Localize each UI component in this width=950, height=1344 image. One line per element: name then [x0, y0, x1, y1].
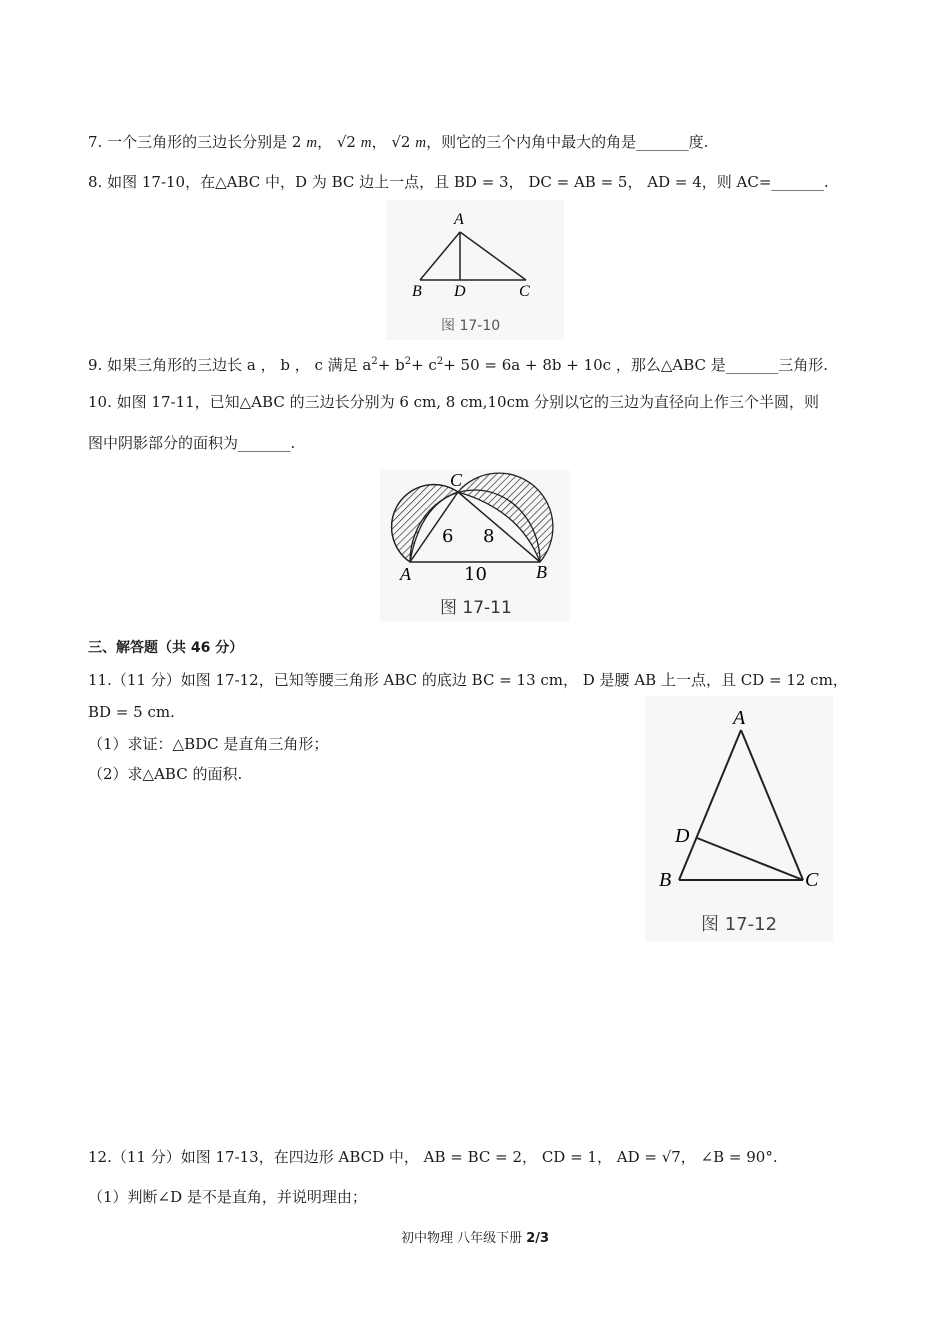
footer-text: 初中物理 八年级下册 [400, 1231, 523, 1246]
question-10-line2 [88, 433, 295, 453]
label-B: B [536, 562, 547, 582]
q10-number: 10. [88, 393, 112, 411]
q8-number: 8. [88, 173, 103, 191]
label-C: C [519, 283, 530, 300]
q9-text-b: + b [377, 356, 405, 374]
label-B: B [412, 283, 422, 300]
label-C: C [450, 470, 463, 490]
q10-text-line2: 图中阴影部分的面积为 [88, 434, 239, 452]
q7-text: 一个三角形的三边长分别是 [107, 133, 288, 151]
figure-17-10-drawing [386, 200, 564, 340]
question-12-sub1: （1）判断∠D 是不是直角，并说明理由； [88, 1188, 367, 1206]
q9-sup: 2 [436, 356, 444, 367]
figure-17-12 [645, 696, 833, 942]
q9-sup: 2 [404, 356, 412, 367]
q9-end: 三角形. [778, 356, 829, 374]
question-11-line2: BD = 5 cm. [88, 703, 175, 721]
q7-side1: 2 [291, 133, 302, 151]
q9-text-c: + c [411, 356, 437, 374]
label-6: 6 [442, 526, 454, 547]
page-number: 2/3 [526, 1231, 550, 1246]
page-footer [0, 1227, 950, 1246]
question-10-line1 [88, 392, 819, 412]
figure-caption: 图 17-12 [701, 914, 778, 935]
q7-text-b: ，则它的三个内角中最大的角是 [426, 133, 637, 151]
label-A: A [454, 211, 464, 228]
q9-text-a: 如果三角形的三边长 a ， b ， c 满足 a [107, 356, 372, 374]
q7-blank: _______ [636, 133, 689, 151]
q7-side2: √2 [336, 133, 356, 151]
q8-end: . [823, 173, 829, 191]
label-8: 8 [483, 526, 495, 547]
q9-text-d: + 50 = 6a + 8b + 10c ，那么△ABC 是 [443, 356, 726, 374]
q9-sup: 2 [371, 356, 378, 367]
label-D: D [675, 825, 690, 847]
q7-unit-m: m [306, 135, 318, 151]
q10-text-line1: 如图 17-11，已知△ABC 的三边长分别为 6 cm, 8 cm,10cm 分别以它的三边为直径向上作三个半圆，则 [116, 393, 819, 411]
question-12-line1: 12.（11 分）如图 17-13，在四边形 ABCD 中， AB = BC = 2， CD = 1， AD = √7， ∠B = 90°. [88, 1148, 778, 1166]
q7-side3: √2 [391, 133, 411, 151]
question-11-sub1: （1）求证：△BDC 是直角三角形； [88, 735, 329, 753]
figure-17-10 [386, 200, 564, 340]
question-8 [88, 172, 829, 192]
question-11-line1: 11.（11 分）如图 17-12，已知等腰三角形 ABC 的底边 BC = 13 cm， D 是腰 AB 上一点，且 CD = 12 cm， [88, 671, 848, 689]
q7-unit-m: m [360, 135, 372, 151]
label-B: B [659, 869, 672, 891]
q7-unit: 度. [688, 133, 709, 151]
question-7: 7. 一个三角形的三边长分别是 2 m， √2 m， √2 m，则它的三个内角中最大的角是_______度. [88, 133, 709, 151]
label-A: A [733, 707, 746, 729]
q8-text: 如图 17-10，在△ABC 中，D 为 BC 边上一点，且 BD = 3， DC = AB = 5， AD = 4，则 AC= [107, 173, 772, 191]
q10-end: . [290, 434, 296, 452]
figure-caption: 图 17-11 [440, 598, 512, 618]
q9-number: 9. [88, 356, 103, 374]
question-9 [88, 352, 828, 375]
label-A: A [400, 564, 411, 584]
q10-blank: _______ [238, 434, 291, 452]
question-11-sub2: （2）求△ABC 的面积. [88, 765, 243, 783]
label-D: D [454, 283, 466, 300]
figure-17-12-drawing [645, 696, 833, 942]
label-C: C [805, 869, 819, 891]
figure-17-11 [380, 470, 570, 622]
figure-17-11-drawing [380, 470, 570, 622]
q9-blank: _______ [725, 356, 779, 374]
section-title: 三、解答题（共 46 分） [88, 640, 244, 656]
label-10: 10 [464, 564, 487, 585]
q7-number: 7. [88, 133, 103, 151]
q8-blank: _______ [771, 173, 824, 191]
q7-unit-m: m [415, 135, 427, 151]
figure-caption: 图 17-10 [441, 318, 501, 334]
